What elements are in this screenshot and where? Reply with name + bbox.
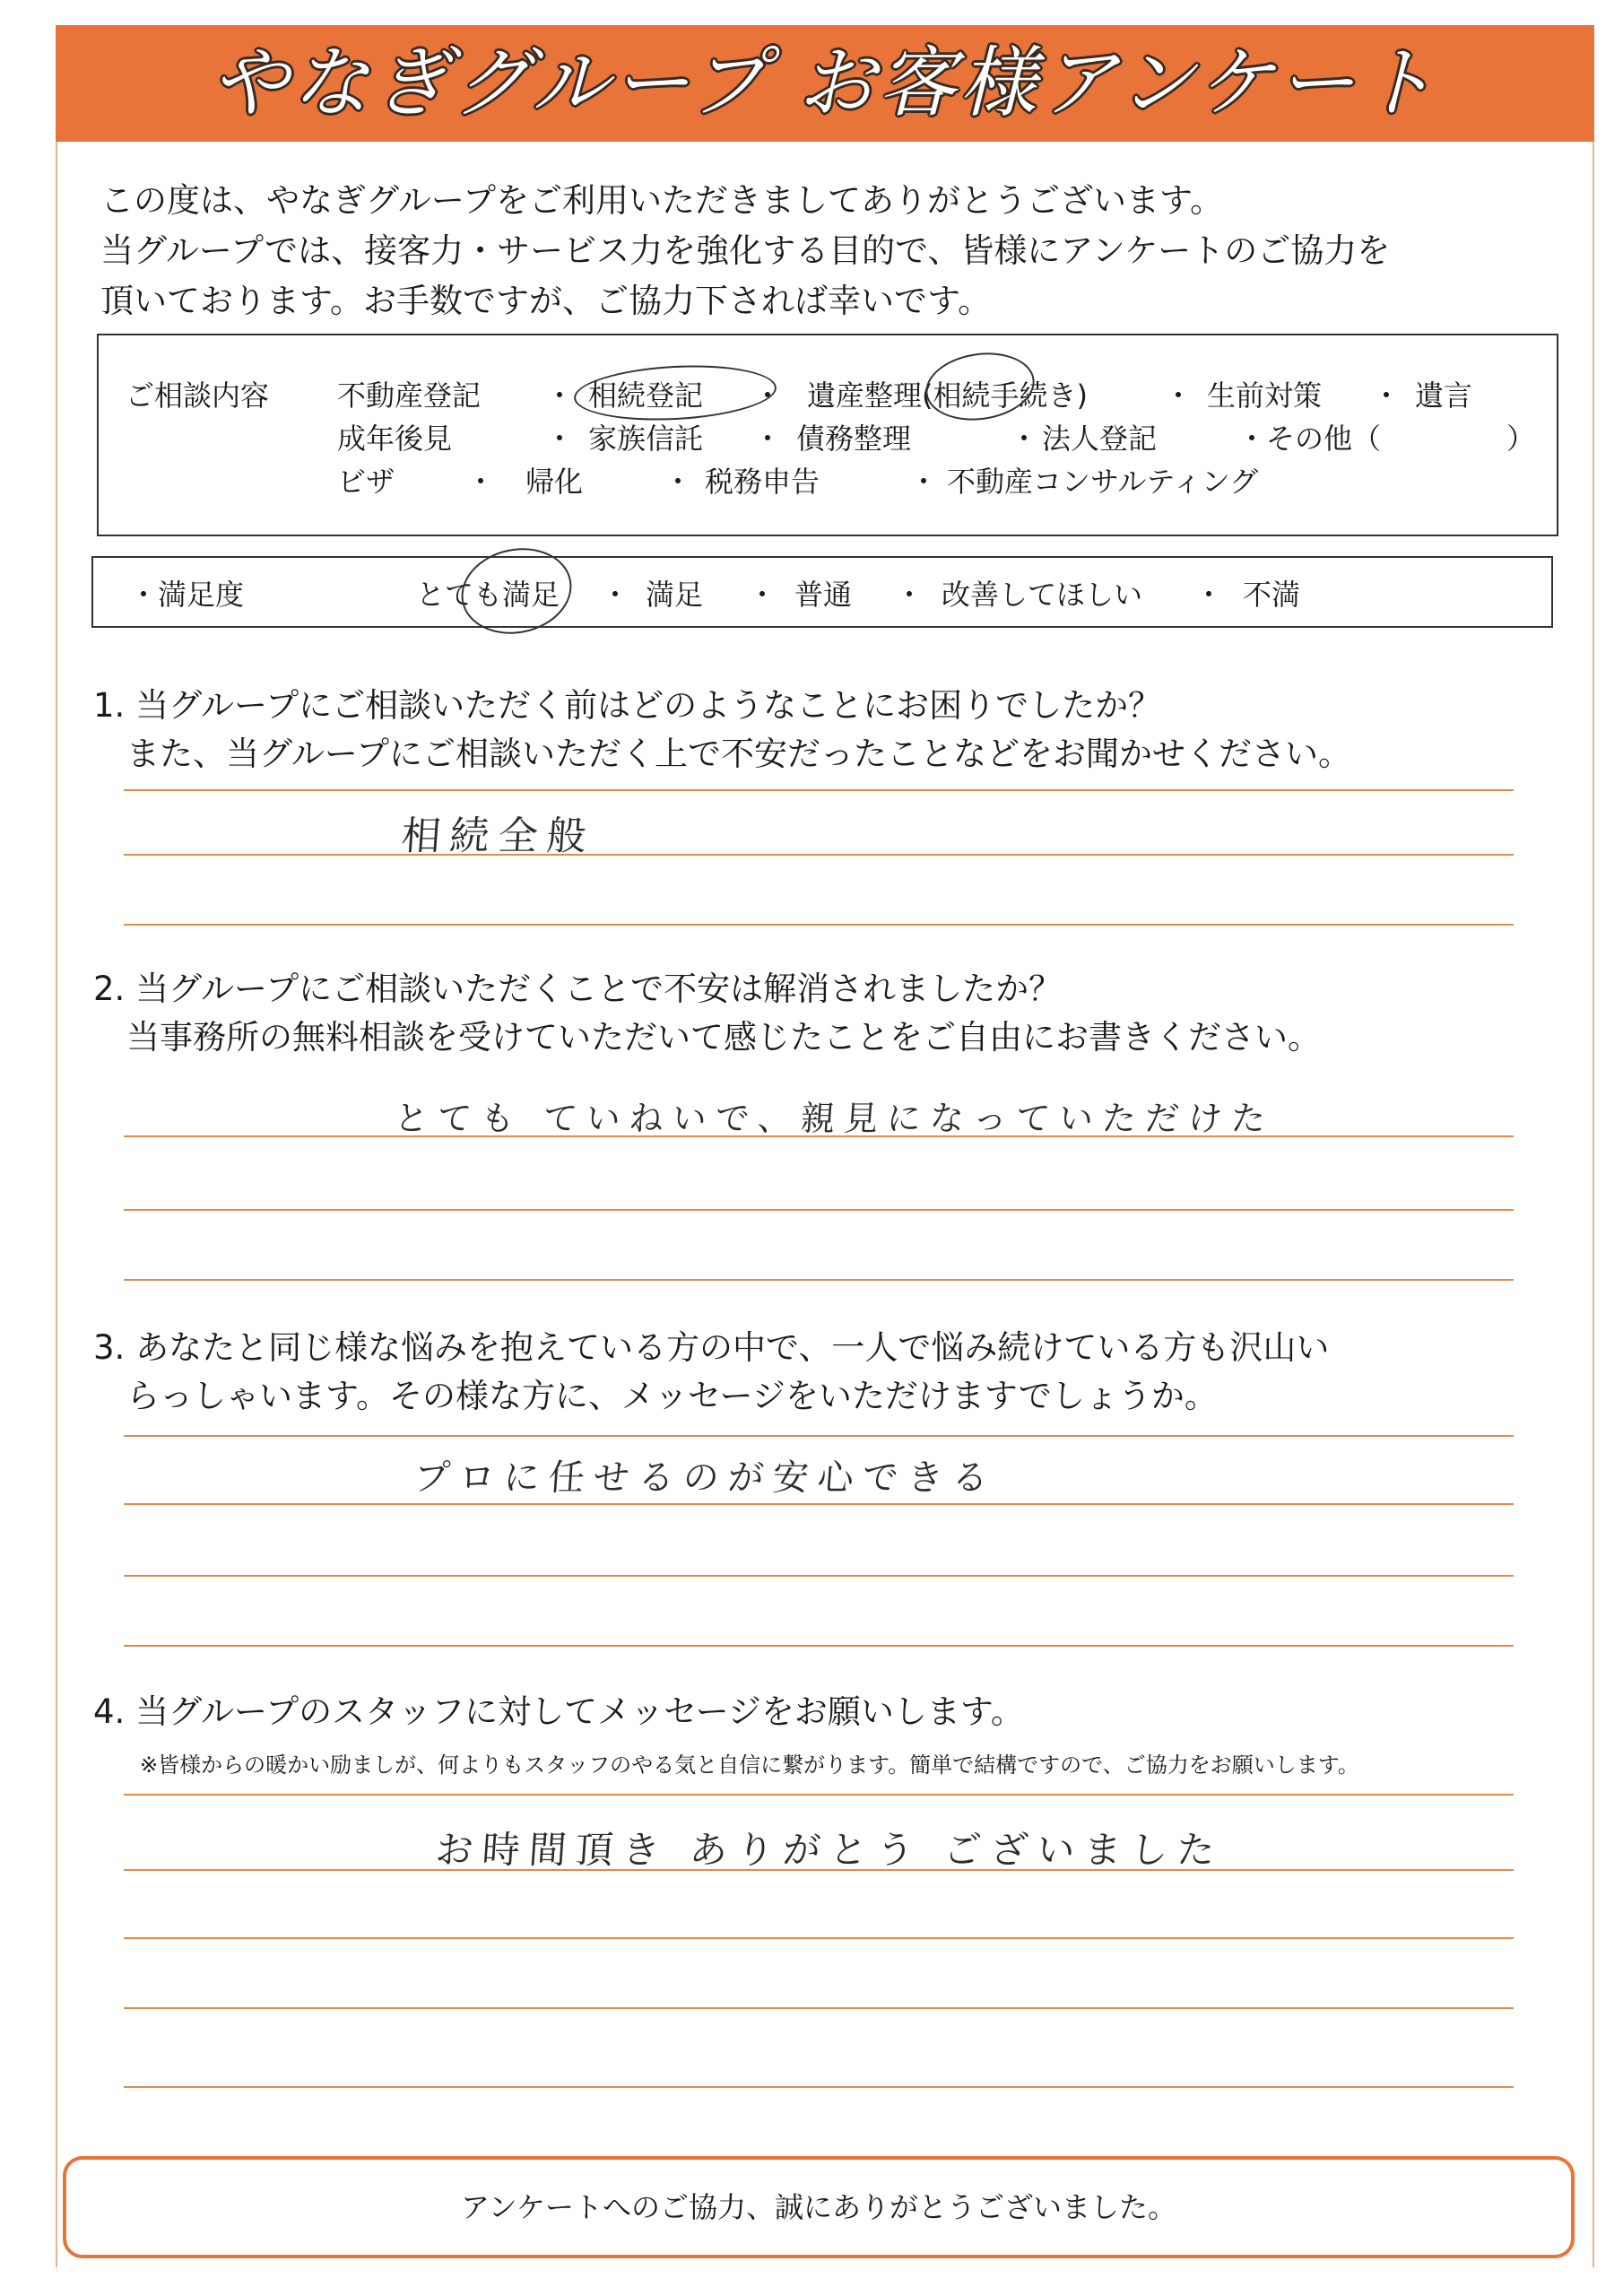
- separator: ・: [1194, 578, 1224, 612]
- thank-you-box: [63, 2156, 1575, 2258]
- option-inheritance-registration[interactable]: 相続登記: [588, 378, 704, 413]
- separator: ・: [748, 578, 777, 612]
- separator: ・: [601, 578, 630, 612]
- question-text: 2. 当グループにご相談いただくことで不安は解消されましたか？: [93, 970, 1063, 1008]
- answer-rule: [124, 1645, 1514, 1647]
- option-family-trust[interactable]: 家族信託: [588, 422, 704, 456]
- option-estate-settlement[interactable]: 遺産整理(相続手続き): [807, 378, 1088, 413]
- option-other[interactable]: ・その他（: [1237, 422, 1382, 456]
- thank-you-text: アンケートへのご協力、誠にありがとうございました。: [460, 2190, 1177, 2224]
- separator: ・: [545, 378, 575, 413]
- answer-rule: [124, 1869, 1514, 1871]
- question-1: [93, 682, 1351, 778]
- question-note: ※皆様からの暖かい励ましが、何よりもスタッフのやる気と自信に繋がります。簡単で結構ですので、ご協力をお願いします。: [140, 1752, 1359, 1778]
- separator: ・: [1010, 422, 1039, 456]
- handwritten-answer: お時間頂き ありがとう ございました: [434, 1828, 1226, 1872]
- option-other-close: ）: [1506, 422, 1536, 456]
- separator: ・: [895, 578, 924, 612]
- question-2: [93, 965, 1321, 1062]
- handwritten-answer: とても ていねいで、親見になっていただけた: [393, 1099, 1276, 1138]
- answer-rule: [124, 1279, 1514, 1281]
- option-satisfied[interactable]: 満足: [646, 578, 704, 612]
- answer-rule: [124, 1435, 1514, 1437]
- hand-circle-mark: [921, 346, 1038, 427]
- handwritten-answer: プロに任せるのが安心できる: [412, 1457, 999, 1499]
- question-text: 1. 当グループにご相談いただく前はどのようなことにお困りでしたか？: [93, 686, 1162, 725]
- answer-rule: [124, 1503, 1514, 1505]
- option-average[interactable]: 普通: [794, 578, 853, 612]
- question-text: また、当グループにご相談いただく上で不安だったことなどをお聞かせください。: [93, 735, 1352, 773]
- answer-rule: [124, 1794, 1514, 1796]
- option-visa[interactable]: ビザ: [337, 465, 395, 499]
- answer-rule: [124, 789, 1514, 791]
- answer-rule: [124, 2086, 1514, 2088]
- answer-rule: [124, 1937, 1514, 1939]
- answer-rule: [124, 924, 1514, 926]
- option-corporate-registration[interactable]: 法人登記: [1042, 422, 1158, 456]
- question-text: 当事務所の無料相談を受けていただいて感じたことをご自由にお書きください。: [93, 1018, 1321, 1057]
- option-pre-death-planning[interactable]: 生前対策: [1207, 378, 1323, 413]
- consultation-label: ご相談内容: [126, 378, 270, 413]
- option-will[interactable]: 遺言: [1415, 378, 1473, 413]
- answer-rule: [124, 2007, 1514, 2009]
- title-bar: [56, 25, 1594, 142]
- intro-text: [100, 176, 1571, 326]
- question-text: 3. あなたと同じ様な悩みを抱えている方の中で、一人で悩み続けている方も沢山い: [93, 1328, 1330, 1367]
- option-naturalization[interactable]: 帰化: [525, 465, 584, 499]
- option-debt-consolidation[interactable]: 債務整理: [796, 422, 912, 456]
- option-very-satisfied[interactable]: とても満足: [416, 578, 560, 612]
- separator: ・: [753, 422, 783, 456]
- question-4: [93, 1688, 1024, 1736]
- page-title: やなぎグループ お客様アンケート: [211, 39, 1439, 128]
- separator: ・: [1164, 378, 1193, 413]
- option-adult-guardianship[interactable]: 成年後見: [337, 422, 453, 456]
- satisfaction-label: ・満足度: [129, 578, 245, 612]
- option-dissatisfied[interactable]: 不満: [1243, 578, 1301, 612]
- separator: ・: [664, 465, 693, 499]
- answer-rule: [124, 1209, 1514, 1211]
- separator: ・: [753, 378, 783, 413]
- answer-rule: [124, 1575, 1514, 1577]
- option-real-estate-consulting[interactable]: 不動産コンサルティング: [947, 465, 1259, 499]
- separator: ・: [909, 465, 939, 499]
- answer-rule: [124, 854, 1514, 856]
- intro-line: 頂いております。お手数ですが、ご協力下されば幸いです。: [100, 282, 992, 320]
- option-tax-filing[interactable]: 税務申告: [705, 465, 820, 499]
- option-needs-improvement[interactable]: 改善してほしい: [942, 578, 1143, 612]
- option-real-estate-registration[interactable]: 不動産登記: [337, 378, 482, 413]
- question-text: らっしゃいます。その様な方に、メッセージをいただけますでしょうか。: [93, 1377, 1218, 1415]
- separator: ・: [545, 422, 575, 456]
- intro-line: この度は、やなぎグループをご利用いただきましてありがとうございます。: [100, 181, 1224, 220]
- intro-line: 当グループでは、接客力・サービス力を強化する目的で、皆様にアンケートのご協力を: [100, 231, 1391, 270]
- consultation-box: [97, 334, 1558, 536]
- question-3: [93, 1324, 1329, 1421]
- hand-circle-mark: [573, 361, 778, 425]
- handwritten-answer: 相続全般: [399, 813, 597, 859]
- question-text: 4. 当グループのスタッフに対してメッセージをお願いします。: [93, 1692, 1024, 1731]
- separator: ・: [1372, 378, 1402, 413]
- answer-rule: [124, 1135, 1514, 1137]
- satisfaction-box: [91, 556, 1553, 628]
- separator: ・: [466, 465, 496, 499]
